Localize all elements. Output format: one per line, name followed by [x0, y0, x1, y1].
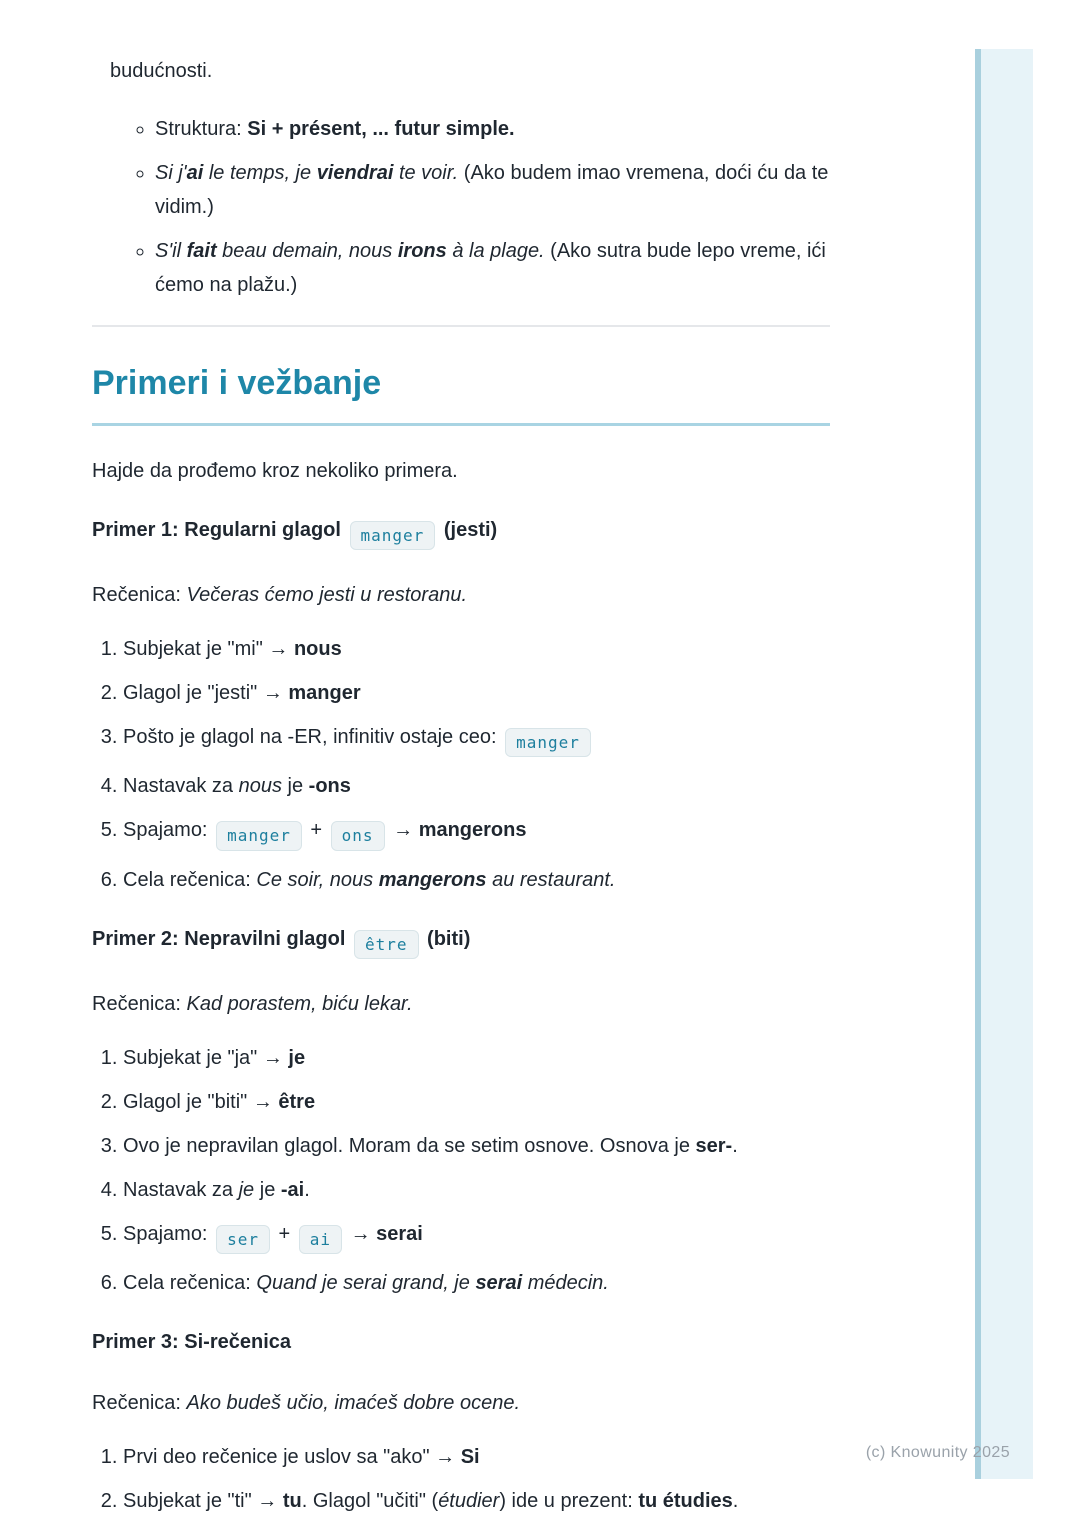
bullet-item [155, 234, 830, 302]
text-segment: beau demain, nous [216, 240, 398, 262]
text-segment: tu étudies [638, 1489, 733, 1512]
step-item [123, 1268, 830, 1298]
text-segment: serai [475, 1271, 523, 1294]
text-segment: mangerons [418, 819, 527, 842]
text-segment: Kad porastem, biću lekar. [186, 992, 413, 1015]
section-divider [92, 325, 830, 327]
page-content [92, 0, 834, 1530]
step-item [123, 1087, 830, 1117]
code-chip: être [354, 930, 419, 959]
text-segment: Subjekat je "ja" → [123, 1046, 289, 1069]
text-segment: viendrai [316, 162, 394, 184]
code-chip: ser [216, 1225, 270, 1254]
text-segment: le temps, je [203, 162, 317, 184]
step-item [123, 634, 830, 664]
text-segment: tu [282, 1489, 302, 1512]
text-segment: Primer 3: Si-rečenica [92, 1330, 291, 1353]
text-segment: je [281, 775, 309, 798]
text-segment: Glagol je "biti" → [123, 1090, 279, 1113]
text-segment: . [732, 1489, 739, 1512]
text-segment: Cela rečenica: [123, 868, 257, 891]
text-segment: (jesti) [438, 519, 498, 541]
step-item [123, 722, 830, 757]
example-steps [92, 1442, 830, 1516]
text-segment: → [345, 1222, 377, 1245]
continuation-text: budućnosti. [110, 60, 213, 82]
step-item [123, 815, 830, 850]
bullet-item [155, 156, 834, 224]
text-segment: Nastavak za [123, 775, 239, 798]
text-segment: te voir. [393, 162, 459, 184]
text-segment: (Ako sutra bude lepo vreme, ići ćemo na plažu.) [155, 240, 832, 296]
text-segment: Rečenica: [92, 1391, 187, 1414]
step-item [123, 1219, 830, 1254]
text-segment: ai [186, 162, 204, 184]
code-chip: manger [350, 521, 436, 550]
text-segment: Primer 1: Regularni glagol [92, 519, 347, 541]
text-segment: je [288, 1046, 306, 1069]
example-title [92, 514, 830, 550]
example-title [92, 923, 830, 959]
text-segment: . [732, 1134, 738, 1157]
example-block-3 [92, 1326, 830, 1516]
text-segment: Pošto je glagol na -ER, infinitiv ostaje ceo: [123, 726, 503, 749]
text-segment: ) ide u prezent: [499, 1489, 639, 1512]
watermark: (c) Knowunity 2025 [865, 1444, 1010, 1461]
text-segment: S'il [155, 240, 187, 262]
section-title: Primeri i vežbanje [92, 363, 830, 426]
code-chip: manger [505, 728, 591, 757]
text-segment: Si + présent, ... futur simple. [247, 118, 515, 140]
text-segment: Prvi deo rečenice je uslov sa "ako" → [123, 1445, 461, 1468]
example-steps [92, 1043, 830, 1298]
text-segment: Spajamo: [123, 1222, 214, 1245]
text-segment: Cela rečenica: [123, 1271, 257, 1294]
example-block-1 [92, 514, 830, 895]
text-segment: serai [376, 1222, 423, 1245]
text-segment: + [272, 1222, 296, 1245]
text-segment: Nastavak za [123, 1178, 239, 1201]
text-segment: ser- [695, 1134, 733, 1157]
example-block-2 [92, 923, 830, 1298]
text-segment: . Glagol "učiti" ( [301, 1489, 439, 1512]
intro-bullet-list [92, 112, 834, 302]
text-segment: Struktura: [155, 118, 248, 140]
example-sentence [92, 580, 830, 610]
text-segment: Subjekat je "ti" → [123, 1489, 283, 1512]
text-segment: Rečenica: [92, 992, 187, 1015]
text-segment: Rečenica: [92, 584, 187, 607]
text-segment: Si j' [155, 162, 187, 184]
step-item [123, 771, 830, 801]
text-segment: médecin. [522, 1271, 609, 1294]
text-segment: étudier [438, 1489, 500, 1512]
step-item [123, 1486, 830, 1516]
section-lead: Hajde da prođemo kroz nekoliko primera. [92, 460, 458, 482]
text-segment: manger [288, 682, 361, 705]
text-segment: à la plage. [446, 240, 545, 262]
text-segment: Primer 2: Nepravilni glagol [92, 927, 351, 950]
text-segment: → [387, 819, 419, 842]
step-item [123, 678, 830, 708]
code-chip: ons [331, 821, 385, 850]
text-segment: Subjekat je "mi" → [123, 638, 294, 661]
text-segment: Ovo je nepravilan glagol. Moram da se setim osnove. Osnova je [123, 1134, 696, 1157]
text-segment: mangerons [378, 868, 487, 891]
text-segment: (Ako budem imao vremena, doći ću da te vidim.) [155, 162, 834, 218]
text-segment: fait [186, 240, 217, 262]
text-segment: nous [293, 638, 342, 661]
text-segment: -ons [308, 775, 351, 798]
text-segment: . [304, 1178, 310, 1201]
step-item [123, 1131, 830, 1161]
step-item [123, 1043, 830, 1073]
text-segment: au restaurant. [486, 868, 616, 891]
step-item [123, 1175, 830, 1205]
text-segment: Ako budeš učio, imaćeš dobre ocene. [186, 1391, 521, 1414]
text-segment: (biti) [421, 927, 471, 950]
text-segment: irons [397, 240, 447, 262]
bullet-item [155, 112, 830, 146]
text-segment: Spajamo: [123, 819, 214, 842]
page-edge-strip[interactable] [975, 49, 1033, 1479]
text-segment: Si [460, 1445, 480, 1468]
example-sentence [92, 989, 830, 1019]
example-steps [92, 634, 830, 894]
text-segment: Ce soir, nous [256, 868, 379, 891]
text-segment: Večeras ćemo jesti u restoranu. [186, 584, 467, 607]
example-title [92, 1326, 830, 1358]
step-item [123, 865, 830, 895]
step-item [123, 1442, 830, 1472]
code-chip: manger [216, 821, 302, 850]
text-segment: Quand je serai grand, je [256, 1271, 476, 1294]
text-segment: -ai [280, 1178, 305, 1201]
text-segment: nous [238, 775, 282, 798]
text-segment: Glagol je "jesti" → [123, 682, 289, 705]
text-segment: je [254, 1178, 281, 1201]
text-segment: + [304, 819, 328, 842]
text-segment: je [238, 1178, 255, 1201]
example-sentence [92, 1388, 830, 1418]
text-segment: être [278, 1090, 316, 1113]
code-chip: ai [299, 1225, 342, 1254]
